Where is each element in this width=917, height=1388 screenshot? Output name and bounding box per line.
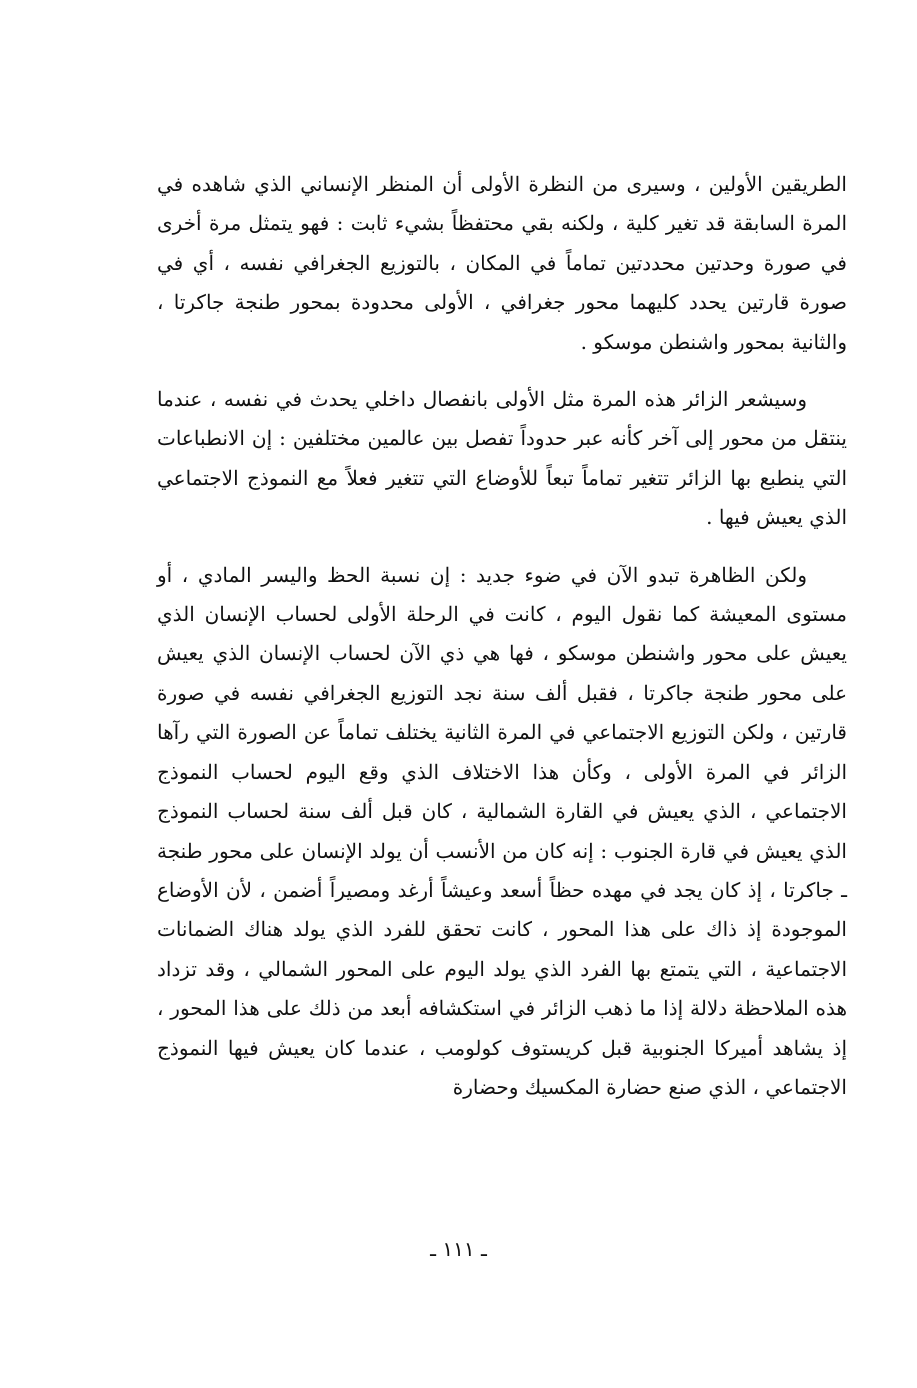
paragraph-3: ولكن الظاهرة تبدو الآن في ضوء جديد : إن نسبة الحظ واليسر المادي ، أو مستوى المعيشة كما نقول اليوم ، كانت في الرحلة الأولى لحساب الإنسان الذي يعيش على محور واشنطن موسكو ، فها هي ذي الآن لحساب الإنسان الذي يعيش على محور طنجة جاكرتا ، فقبل ألف سنة نجد التوزيع الجغرافي نفسه في صورة قارتين ، ولكن التوزيع الاجتماعي في المرة الثانية يختلف تماماً عن الصورة التي رآها الزائر في المرة الأولى ، وكأن هذا الاختلاف الذي وقع اليوم لحساب النموذج الاجتماعي ، الذي يعيش في القارة الشمالية ، كان قبل ألف سنة لحساب النموذج الذي يعيش في قارة الجنوب : إنه كان من الأنسب أن يولد الإنسان على محور طنجة ـ جاكرتا ، إذ كان يجد في مهده حظاً أسعد وعيشاً أرغد ومصيراً أضمن ، لأن الأوضاع الموجودة إذ ذاك على هذا المحور ، كانت تحقق للفرد الذي يولد هناك الضمانات الاجتماعية ، التي يتمتع بها الفرد الذي يولد اليوم على المحور الشمالي ، وقد تزداد هذه الملاحظة دلالة إذا ما ذهب الزائر في استكشافه أبعد من ذلك على هذا المحور ، إذ يشاهد أميركا الجنوبية قبل كريستوف كولومب ، عندما كان يعيش فيها النموذج الاجتماعي ، الذي صنع حضارة المكسيك وحضارة xyxy=(157,562,847,1099)
paragraph-1: الطريقين الأولين ، وسيرى من النظرة الأولى أن المنظر الإنساني الذي شاهده في المرة السابقة قد تغير كلية ، ولكنه بقي محتفظاً بشيء ثابت : فهو يتمثل مرة أخرى في صورة وحدتين محددتين تماماً في المكان ، بالتوزيع الجغرافي نفسه ، أي في صورة قارتين يحدد كليهما محور جغرافي ، الأولى محدودة بمحور طنجة جاكرتا ، والثانية بمحور واشنطن موسكو . xyxy=(157,172,847,354)
body-text xyxy=(157,165,847,1107)
page-number: ـ ١١١ ـ xyxy=(430,1237,487,1261)
paragraph-2: وسيشعر الزائر هذه المرة مثل الأولى بانفصال داخلي يحدث في نفسه ، عندما ينتقل من محور إلى آخر كأنه عبر حدوداً تفصل بين عالمين مختلفين : إن الانطباعات التي ينطبع بها الزائر تتغير تماماً تبعاً للأوضاع التي تتغير فعلاً مع النموذج الاجتماعي الذي يعيش فيها . xyxy=(157,387,847,530)
